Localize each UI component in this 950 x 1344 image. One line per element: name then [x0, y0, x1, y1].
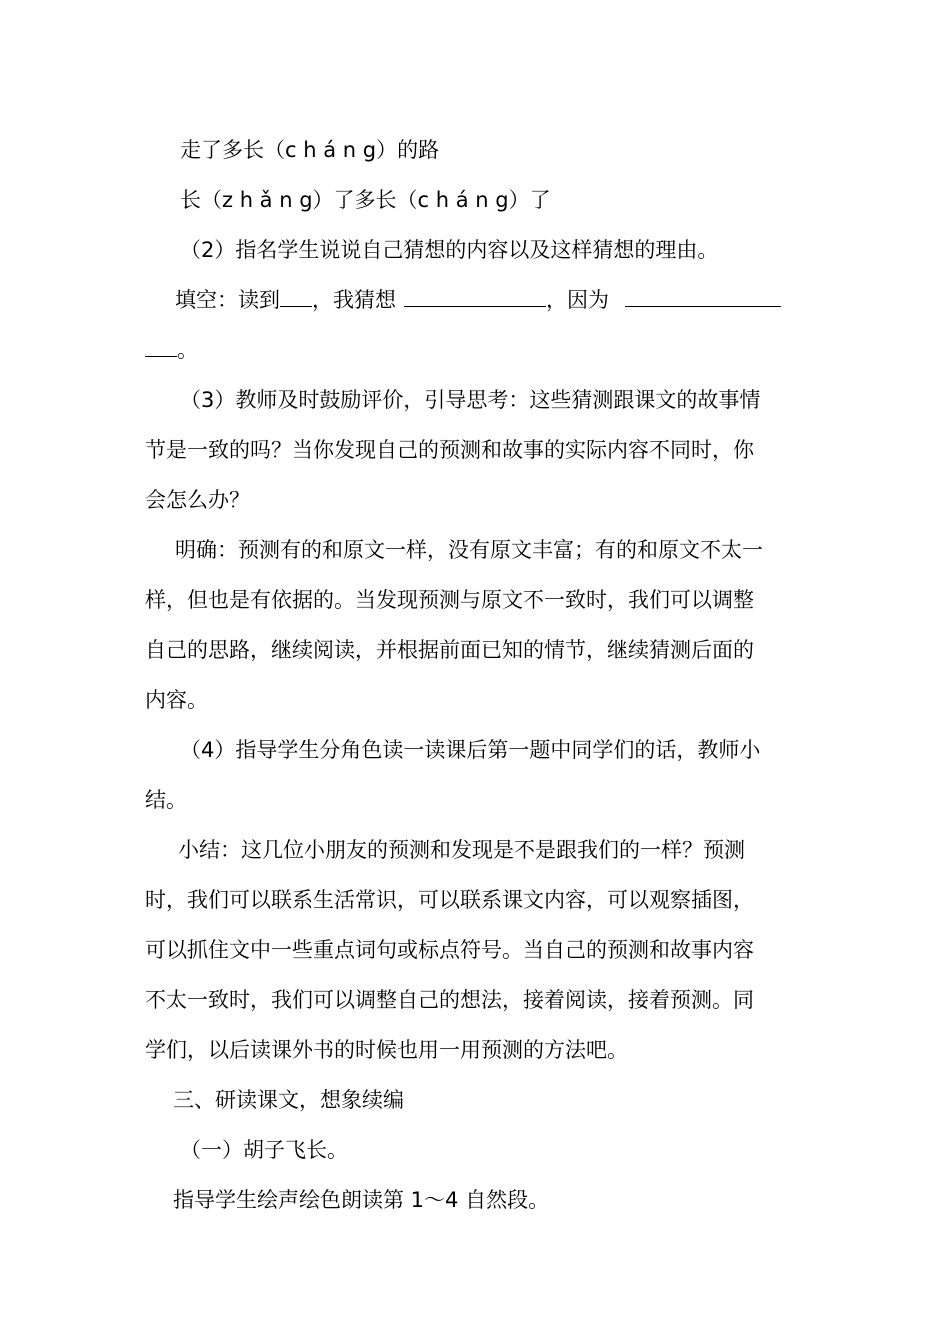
text-line-14: 结。 — [145, 788, 187, 812]
blank-1 — [280, 286, 312, 307]
section-heading: 三、研读课文，想象续编 — [173, 1088, 404, 1112]
text-line-17: 可以抓住文中一些重点词句或标点符号。当自己的预测和故事内容 — [145, 938, 754, 962]
text-line-11: 自己的思路，继续阅读，并根据前面已知的情节，继续猜测后面的 — [145, 638, 754, 662]
text-line-19: 学们，以后读课外书的时候也用一用预测的方法吧。 — [145, 1038, 628, 1062]
text-line-16: 时，我们可以联系生活常识，可以联系课文内容，可以观察插图， — [145, 888, 754, 912]
text-line-13: （4）指导学生分角色读一读课后第一题中同学们的话，教师小 — [180, 738, 761, 762]
text-line-8: 会怎么办？ — [145, 488, 250, 512]
text-line-18: 不太一致时，我们可以调整自己的想法，接着阅读，接着预测。同 — [145, 988, 754, 1012]
fill-blank-label: 填空：读到 — [175, 288, 280, 312]
text-line-12: 内容。 — [145, 688, 208, 712]
blank-2 — [404, 286, 546, 307]
fill-blank-end: 。 — [177, 338, 198, 362]
blank-3 — [625, 286, 781, 307]
text-line-22: 指导学生绘声绘色朗读第 1～4 自然段。 — [173, 1188, 550, 1212]
text-line-1: 走了多长（c h á n g）的路 — [180, 138, 440, 162]
fill-blank-line-continued — [145, 335, 810, 365]
fill-blank-line — [175, 285, 815, 315]
text-line-2: 长（z h ǎ n g）了多长（c h á n g）了 — [180, 188, 551, 212]
text-line-15: 小结：这几位小朋友的预测和发现是不是跟我们的一样？预测 — [178, 838, 745, 862]
text-line-10: 样，但也是有依据的。当发现预测与原文不一致时，我们可以调整 — [145, 588, 754, 612]
blank-3-continued — [145, 336, 177, 357]
text-line-3: （2）指名学生说说自己猜想的内容以及这样猜想的理由。 — [180, 238, 719, 262]
text-line-6: （3）教师及时鼓励评价，引导思考：这些猜测跟课文的故事情 — [180, 388, 761, 412]
fill-blank-part2: ，我猜想 — [312, 288, 396, 312]
fill-blank-part3: ，因为 — [546, 288, 609, 312]
subsection-heading: （一）胡子飞长。 — [180, 1138, 348, 1162]
text-line-9: 明确：预测有的和原文一样，没有原文丰富；有的和原文不太一 — [175, 538, 763, 562]
text-line-7: 节是一致的吗？当你发现自己的预测和故事的实际内容不同时，你 — [145, 438, 754, 462]
